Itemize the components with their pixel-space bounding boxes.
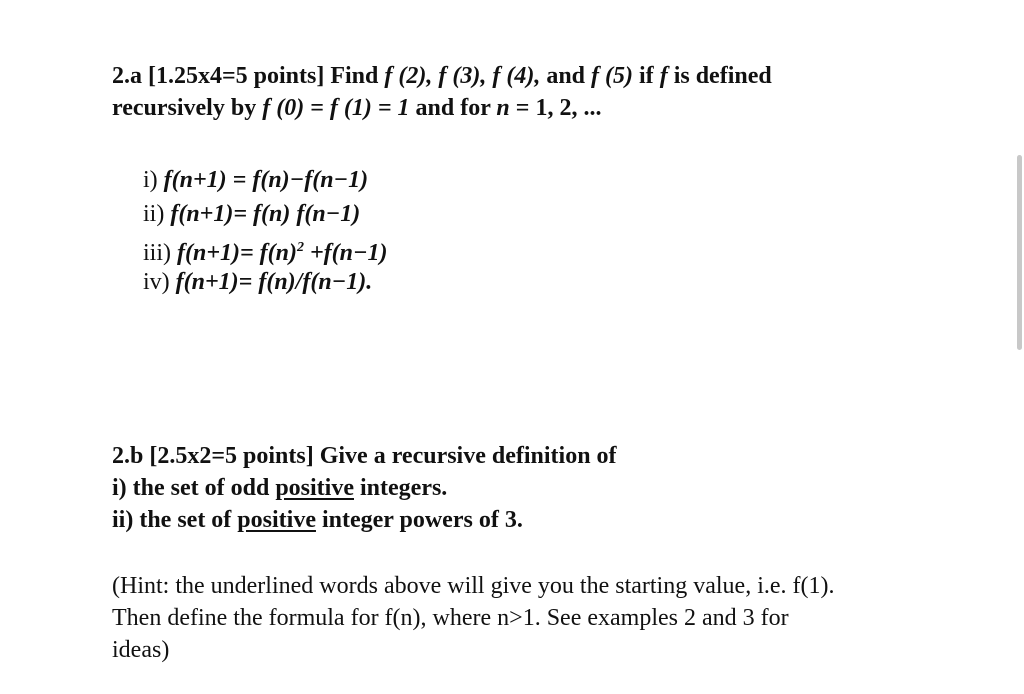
item-number: iv): [143, 269, 170, 295]
hint-paragraph: [112, 570, 932, 666]
q2a-if: if: [633, 63, 660, 89]
item-formula-head: f(n+1)= f(n): [177, 240, 297, 266]
item-formula: f(n+1)= f(n) f(n−1): [170, 201, 361, 227]
q2a-line2-prefix: recursively by: [112, 95, 263, 121]
question-2b-line1: 2.b [2.5x2=5 points] Give a recursive definition of: [112, 443, 617, 469]
q2a-n-symbol: n: [496, 95, 510, 121]
list-item: [143, 163, 368, 197]
question-2b-line3: [112, 504, 523, 536]
q2b-line3-suffix: integer powers of 3.: [315, 507, 523, 533]
q2a-line2-end: = 1, 2, ...: [509, 95, 602, 121]
list-item: [143, 265, 372, 299]
q2a-suffix: is defined: [667, 63, 772, 89]
question-2a-line1: [112, 60, 772, 92]
q2b-line2-prefix: i) the set of odd: [112, 475, 276, 501]
list-item: [143, 197, 360, 231]
hint-line: Then define the formula for f(n), where n>1. See examples 2 and 3 for: [112, 605, 789, 631]
item-number: iii): [143, 240, 171, 266]
item-number: i): [143, 167, 158, 193]
item-formula: f(n+1) = f(n)−f(n−1): [163, 167, 369, 193]
q2b-line2-suffix: integers.: [354, 475, 448, 501]
item-number: ii): [143, 201, 165, 227]
q2a-line2-suffix: and for: [409, 95, 497, 121]
hint-line: ideas): [112, 637, 170, 663]
underlined-word: positive: [275, 475, 354, 501]
vertical-scrollbar[interactable]: [1017, 155, 1022, 350]
hint-line: (Hint: the underlined words above will give you the starting value, i.e. f(1).: [112, 573, 835, 599]
q2a-f-values: f (2), f (3), f (4),: [384, 63, 541, 89]
underlined-word: positive: [237, 507, 316, 533]
question-2a-line2: [112, 92, 601, 124]
q2a-initial-values: f (0) = f (1) = 1: [262, 95, 410, 121]
q2a-f5: f (5): [591, 63, 634, 89]
q2a-mid: and: [540, 63, 592, 89]
q2a-f-symbol: f: [659, 63, 668, 89]
item-formula-tail: +f(n−1): [304, 240, 388, 266]
question-2b-line2: [112, 472, 447, 504]
q2b-line3-prefix: ii) the set of: [112, 507, 238, 533]
q2a-prefix: 2.a [1.25x4=5 points] Find: [112, 63, 385, 89]
item-formula-exponent: 2: [297, 240, 304, 255]
item-formula: f(n+1)= f(n)/f(n−1).: [175, 269, 373, 295]
item-formula: [177, 240, 388, 266]
